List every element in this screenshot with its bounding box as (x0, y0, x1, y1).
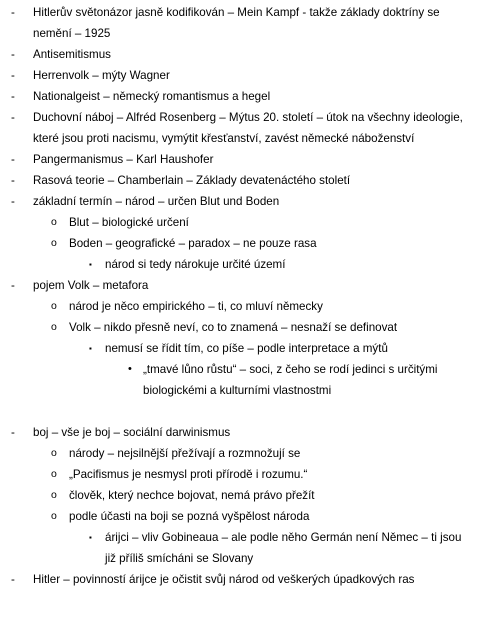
dash-bullet-icon: - (11, 48, 15, 61)
list-item-level-0 (0, 65, 482, 86)
list-item-text: Blut – biologické určení (69, 216, 189, 229)
list-item-level-1 (0, 233, 482, 254)
dash-bullet-icon: - (11, 174, 15, 187)
list-item-text: podle účasti na boji se pozná vyšpělost národa (69, 510, 310, 523)
list-item-text: Volk – nikdo přesně neví, co to znamená – nesnaží se definovat (69, 321, 398, 334)
circle-bullet-icon: o (51, 300, 57, 312)
section-spacer (0, 401, 482, 422)
list-item-level-2 (0, 527, 482, 569)
list-item-text: Pangermanismus – Karl Haushofer (33, 153, 214, 166)
circle-bullet-icon: o (51, 489, 57, 501)
list-item-level-0 (0, 569, 482, 590)
list-item-text: Antisemitismus (33, 48, 111, 61)
list-item-level-1 (0, 464, 482, 485)
list-item-level-2 (0, 254, 482, 275)
bullet-bullet-icon: • (128, 363, 132, 375)
list-item-text: boj – vše je boj – sociální darwinismus (33, 426, 231, 439)
list-item-text: Herrenvolk – mýty Wagner (33, 69, 170, 82)
list-item-level-0 (0, 170, 482, 191)
dash-bullet-icon: - (11, 6, 15, 19)
list-item-level-0 (0, 2, 482, 44)
circle-bullet-icon: o (51, 447, 57, 459)
list-item-text: „tmavé lůno růstu“ – soci, z čeho se rodí jedinci s určitými biologickémi a kulturními vlastnostmi (143, 363, 438, 397)
list-item-text: Nationalgeist – německý romantismus a hegel (33, 90, 271, 103)
list-item-level-0 (0, 107, 482, 149)
list-item-text: árijci – vliv Gobineaua – ale podle něho Germán není Němec – ti jsou již příliš smícháni se Slovany (105, 531, 462, 565)
dash-bullet-icon: - (11, 153, 15, 166)
circle-bullet-icon: o (51, 321, 57, 333)
list-item-level-1 (0, 296, 482, 317)
list-item-level-1 (0, 212, 482, 233)
square-bullet-icon: ▪ (89, 344, 92, 353)
list-item-level-1 (0, 485, 482, 506)
dash-bullet-icon: - (11, 195, 15, 208)
list-item-level-0 (0, 275, 482, 296)
circle-bullet-icon: o (51, 216, 57, 228)
dash-bullet-icon: - (11, 279, 15, 292)
list-item-text: Hitler – povinností árijce je očistit svůj národ od veškerých úpadkových ras (33, 573, 415, 586)
dash-bullet-icon: - (11, 90, 15, 103)
list-item-text: národ si tedy nárokuje určité území (105, 258, 286, 271)
circle-bullet-icon: o (51, 237, 57, 249)
square-bullet-icon: ▪ (89, 260, 92, 269)
dash-bullet-icon: - (11, 111, 15, 124)
dash-bullet-icon: - (11, 426, 15, 439)
list-item-text: pojem Volk – metafora (33, 279, 149, 292)
list-item-level-0 (0, 422, 482, 443)
list-item-level-0 (0, 149, 482, 170)
list-item-text: Boden – geografické – paradox – ne pouze rasa (69, 237, 317, 250)
circle-bullet-icon: o (51, 468, 57, 480)
dash-bullet-icon: - (11, 573, 15, 586)
list-item-text: Rasová teorie – Chamberlain – Základy devatenáctého století (33, 174, 351, 187)
list-item-text: Hitlerův světonázor jasně kodifikován – Mein Kampf - takže základy doktríny se nemění – 1925 (33, 6, 440, 40)
circle-bullet-icon: o (51, 510, 57, 522)
list-item-level-0 (0, 44, 482, 65)
dash-bullet-icon: - (11, 69, 15, 82)
square-bullet-icon: ▪ (89, 533, 92, 542)
list-item-level-1 (0, 443, 482, 464)
list-item-level-3 (0, 359, 482, 401)
list-item-level-1 (0, 317, 482, 338)
list-item-text: národ je něco empirického – ti, co mluví německy (69, 300, 323, 313)
list-item-level-0 (0, 191, 482, 212)
list-item-text: základní termín – národ – určen Blut und Boden (33, 195, 280, 208)
list-item-level-2 (0, 338, 482, 359)
list-item-text: národy – nejsilnější přežívají a rozmnožují se (69, 447, 301, 460)
list-item-text: „Pacifismus je nesmysl proti přírodě i rozumu.“ (69, 468, 308, 481)
list-item-text: Duchovní náboj – Alfréd Rosenberg – Mýtus 20. století – útok na všechny ideologie, které jsou proti nacismu, vymýtit křesťanství, zavést německé náboženství (33, 111, 463, 145)
list-item-level-1 (0, 506, 482, 527)
list-item-text: nemusí se řídit tím, co píše – podle interpretace a mýtů (105, 342, 388, 355)
list-item-level-0 (0, 86, 482, 107)
list-item-text: člověk, který nechce bojovat, nemá právo přežít (69, 489, 315, 502)
